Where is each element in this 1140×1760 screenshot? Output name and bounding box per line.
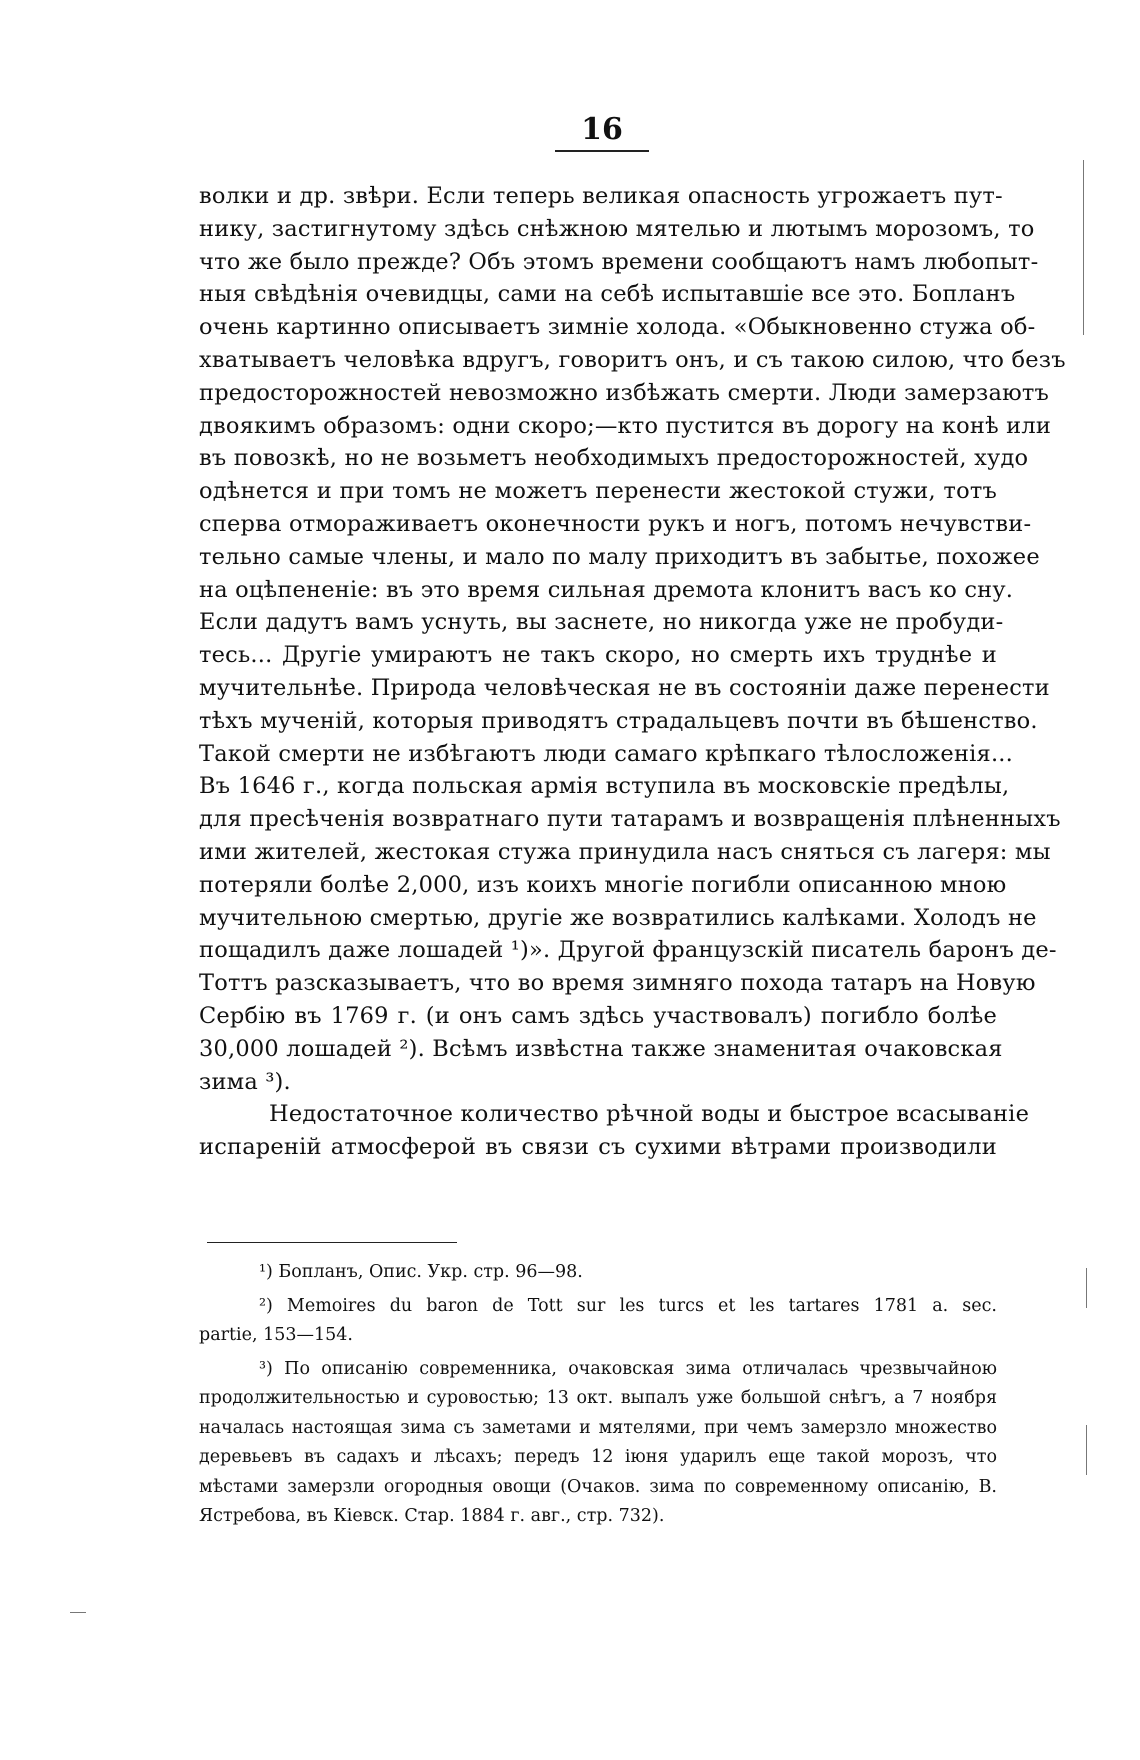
text-line: Сербію въ 1769 г. (и онъ самъ здѣсь участвовалъ) погибло болѣе [199,1002,997,1029]
text-line: Тоттъ разсказываетъ, что во время зимняго похода татаръ на Новую [199,970,1036,997]
scan-margin-mark [1086,1268,1087,1308]
footnote-line: мѣстами замерзли огородныя овощи (Очаков. зима по современному описанію, В. [199,1476,997,1497]
footnote-line: ²) Memoires du baron de Tott sur les turcs et les tartares 1781 a. sec. [259,1295,997,1316]
text-line: ныя свѣдѣнія очевидцы, сами на себѣ испытавшіе все это. Бопланъ [199,281,1016,308]
text-line: Недостаточное количество рѣчной воды и быстрое всасываніе [269,1101,1030,1128]
footnote-line: partie, 153—154. [199,1325,353,1345]
text-line: волки и др. звѣри. Если теперь великая опасность угрожаетъ пут- [199,183,1003,209]
footnotes [199,1258,997,1532]
text-line: Если дадутъ вамъ уснуть, вы заснете, но никогда уже не пробуди- [199,609,1004,636]
text-line: потеряли болѣе 2,000, изъ коихъ многіе погибли описанною мною [199,871,1007,898]
footnote-line: ¹) Бопланъ, Опис. Укр. стр. 96—98. [259,1262,583,1282]
text-line: Такой смерти не избѣгаютъ люди самаго крѣпкаго тѣлосложенія... [199,740,1013,767]
text-line: въ повозкѣ, но не возьметъ необходимыхъ предосторожностей, худо [199,445,1029,472]
scan-margin-mark [1086,1425,1087,1475]
text-line: пощадилъ даже лошадей ¹)». Другой французскій писатель баронъ де- [199,937,1057,964]
footnote-line: началась настоящая зима съ заметами и мятелями, при чемъ замерзло множество [199,1417,997,1438]
text-line: для пресѣченія возвратнаго пути татарамъ и возвращенія плѣненныхъ [199,806,1061,833]
text-line: очень картинно описываетъ зимніе холода. «Обыкновенно стужа об- [199,314,1036,341]
text-line: двоякимъ образомъ: одни скоро;—кто пустится въ дорогу на конѣ или [199,412,1052,439]
footnote-line: Ястребова, въ Кіевск. Стар. 1884 г. авг., стр. 732). [199,1506,665,1526]
text-line: мучительнѣе. Природа человѣческая не въ состояніи даже перенести [199,674,1050,701]
text-line: хватываетъ человѣка вдругъ, говоритъ онъ, и съ такою силою, что безъ [199,346,1066,373]
footnote-line: деревьевъ въ садахъ и лѣсахъ; передъ 12 іюня ударилъ еще такой морозъ, что [199,1447,997,1467]
text-line: тельно самые члены, и мало по малу приходитъ въ забытье, похожее [199,543,1040,570]
text-line: нику, застигнутому здѣсь снѣжною мятелью и лютымъ морозомъ, то [199,215,1035,242]
text-line: зима ³). [199,1068,291,1095]
text-line: испареній атмосферой въ связи съ сухими вѣтрами производили [199,1134,997,1161]
page-number: 16 [581,112,623,147]
text-line: тѣхъ мученій, которыя приводятъ страдальцевъ почти въ бѣшенство. [199,707,1038,734]
scan-margin-mark [70,1612,86,1613]
text-line: тесь... Другіе умираютъ не такъ скоро, но смерть ихъ труднѣе и [199,642,997,669]
text-line: сперва отмораживаетъ оконечности рукъ и ногъ, потомъ нечувстви- [199,510,1032,537]
footnote-line: ³) По описанію современника, очаковская зима отличалась чрезвычайною [259,1358,997,1379]
footnote-separator [207,1242,457,1243]
text-line: 30,000 лошадей ²). Всѣмъ извѣстна также знаменитая очаковская [199,1035,1003,1062]
body-text [199,180,1066,1164]
footnote-line: продолжительностью и суровостью; 13 окт. выпалъ уже большой снѣгъ, а 7 ноября [199,1388,997,1408]
text-line: предосторожностей невозможно избѣжать смерти. Люди замерзаютъ [199,379,1050,406]
text-line: Въ 1646 г., когда польская армія вступила въ московскіе предѣлы, [199,773,1010,800]
text-line: на оцѣпененіе: въ это время сильная дремота клонитъ васъ ко сну. [199,576,1014,603]
scan-margin-mark [1083,160,1084,335]
page-number-rule [555,150,649,152]
text-line: ими жителей, жестокая стужа принудила насъ сняться съ лагеря: мы [199,838,1051,865]
text-line: что же было прежде? Объ этомъ времени сообщаютъ намъ любопыт- [199,248,1039,275]
text-line: одѣнется и при томъ не можетъ перенести жестокой стужи, тотъ [199,478,997,505]
text-line: мучительною смертью, другіе же возвратились калѣками. Холодъ не [199,904,1037,931]
